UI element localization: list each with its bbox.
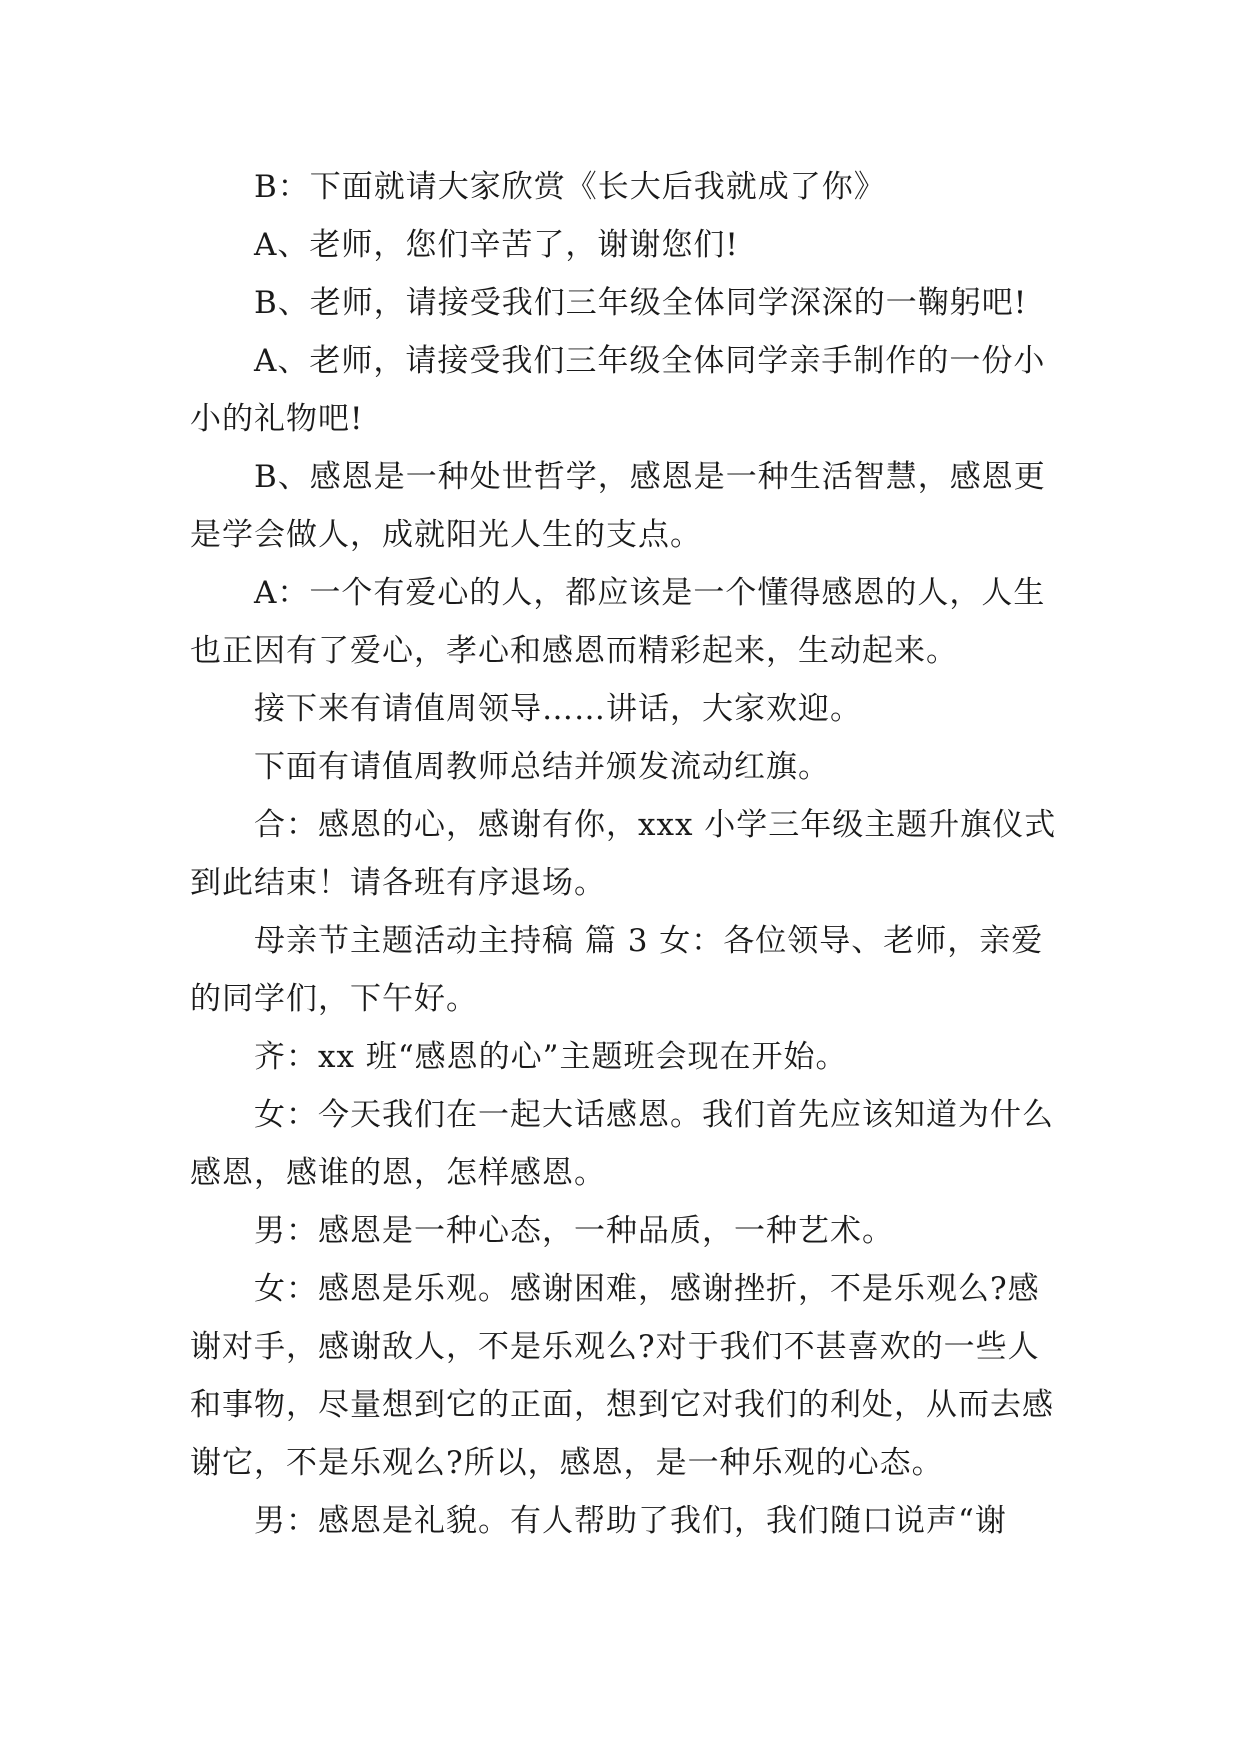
paragraph: 女：感恩是乐观。感谢困难，感谢挫折，不是乐观么?感谢对手，感谢敌人，不是乐观么?对于我们不甚喜欢的一些人和事物，尽量想到它的正面，想到它对我们的利处，从而去感谢它，不是乐观么?所以，感恩，是一种乐观的心态。 xyxy=(190,1271,1054,1481)
paragraph: 下面有请值周教师总结并颁发流动红旗。 xyxy=(254,749,830,785)
paragraph: 齐：xx 班“感恩的心”主题班会现在开始。 xyxy=(254,1039,848,1075)
paragraph: 男：感恩是一种心态，一种品质，一种艺术。 xyxy=(254,1213,894,1249)
paragraph: 接下来有请值周领导……讲话，大家欢迎。 xyxy=(254,691,862,727)
paragraph: B、感恩是一种处世哲学，感恩是一种生活智慧，感恩更是学会做人，成就阳光人生的支点。 xyxy=(190,459,1046,553)
document-body xyxy=(190,158,1070,1550)
paragraph: A、老师，请接受我们三年级全体同学亲手制作的一份小小的礼物吧! xyxy=(190,343,1046,437)
paragraph: 女：今天我们在一起大话感恩。我们首先应该知道为什么感恩，感谁的恩，怎样感恩。 xyxy=(190,1097,1054,1191)
paragraph: 男：感恩是礼貌。有人帮助了我们，我们随口说声“谢 xyxy=(254,1503,1007,1539)
paragraph: 母亲节主题活动主持稿 篇 3 女：各位领导、老师，亲爱的同学们，下午好。 xyxy=(190,923,1044,1017)
paragraph: B：下面就请大家欣赏《长大后我就成了你》 xyxy=(254,169,886,205)
paragraph: 合：感恩的心，感谢有你，xxx 小学三年级主题升旗仪式到此结束！请各班有序退场。 xyxy=(190,807,1057,901)
paragraph: B、老师，请接受我们三年级全体同学深深的一鞠躬吧! xyxy=(254,285,1028,321)
paragraph: A：一个有爱心的人，都应该是一个懂得感恩的人，人生也正因有了爱心，孝心和感恩而精彩起来，生动起来。 xyxy=(190,575,1046,669)
paragraph: A、老师，您们辛苦了，谢谢您们! xyxy=(254,227,739,263)
